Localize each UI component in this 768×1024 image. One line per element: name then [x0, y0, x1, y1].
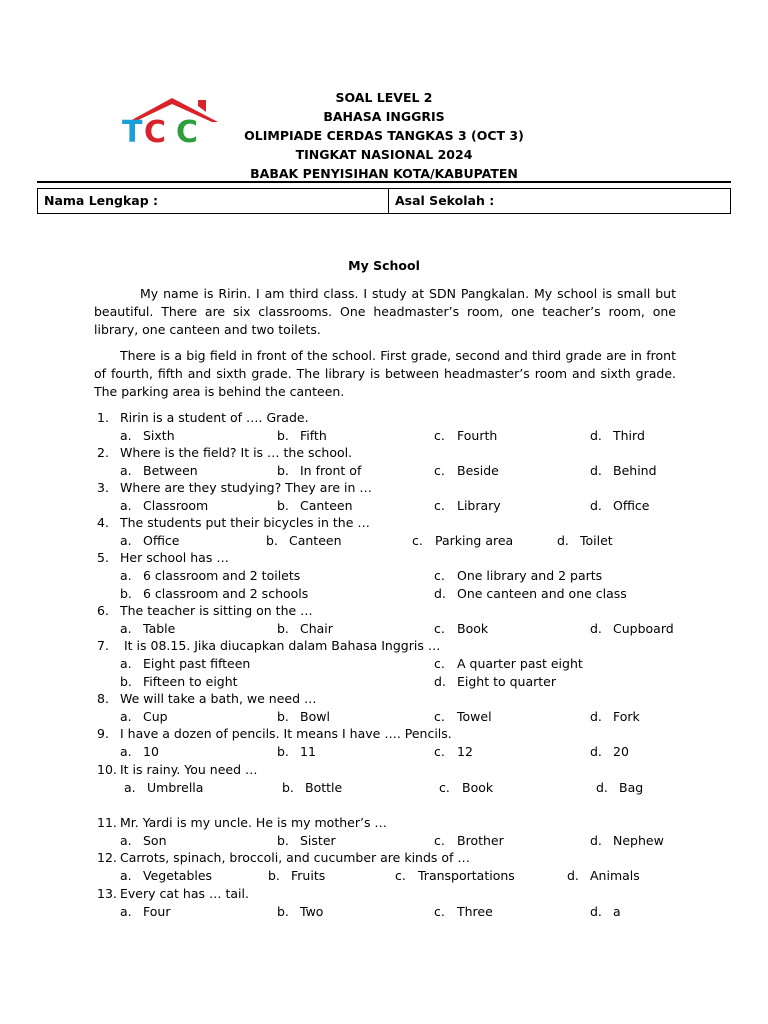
answer-option[interactable]	[434, 744, 473, 759]
answer-option[interactable]	[434, 568, 602, 583]
option-text: 12	[457, 744, 473, 759]
option-text: Eight past fifteen	[143, 656, 251, 671]
answer-option[interactable]	[590, 904, 621, 919]
option-letter: c.	[434, 656, 445, 671]
option-letter: c.	[395, 868, 406, 883]
answer-option[interactable]	[120, 904, 170, 919]
option-text: Chair	[300, 621, 333, 636]
option-letter: a.	[124, 780, 136, 795]
option-text: Eight to quarter	[457, 674, 557, 689]
option-text: Third	[613, 428, 645, 443]
option-letter: a.	[120, 621, 132, 636]
option-text: Behind	[613, 463, 657, 478]
logo-letter-c1: C	[144, 115, 167, 148]
answer-option[interactable]	[434, 498, 501, 513]
answer-option[interactable]	[124, 780, 203, 795]
question-number: 10.	[97, 762, 117, 777]
option-letter: c.	[412, 533, 423, 548]
option-text: Bag	[619, 780, 644, 795]
option-letter: a.	[120, 868, 132, 883]
answer-option[interactable]	[120, 533, 180, 548]
option-text: Book	[462, 780, 494, 795]
answer-option[interactable]	[120, 744, 159, 759]
question-number: 3.	[97, 480, 109, 495]
option-letter: b.	[120, 586, 132, 601]
option-letter: c.	[434, 833, 445, 848]
question-number: 8.	[97, 691, 109, 706]
question-12	[97, 850, 470, 865]
option-text: Transportations	[418, 868, 515, 883]
header-line-level-national: TINGKAT NASIONAL 2024	[295, 147, 473, 162]
answer-option[interactable]	[434, 586, 627, 601]
answer-option[interactable]	[434, 904, 493, 919]
option-text: Sister	[300, 833, 336, 848]
option-letter: d.	[596, 780, 608, 795]
option-letter: b.	[277, 621, 289, 636]
question-8	[97, 691, 317, 706]
answer-option[interactable]	[277, 904, 323, 919]
option-letter: a.	[120, 428, 132, 443]
option-letter: a.	[120, 463, 132, 478]
answer-option[interactable]	[120, 498, 208, 513]
question-number: 12.	[97, 850, 117, 865]
answer-option[interactable]	[268, 868, 325, 883]
question-text: Where are they studying? They are in …	[120, 480, 372, 495]
header-line-subject: BAHASA INGGRIS	[323, 109, 445, 124]
answer-option[interactable]	[120, 656, 250, 671]
answer-option[interactable]	[439, 780, 493, 795]
question-text: Where is the field? It is … the school.	[120, 445, 353, 460]
answer-option[interactable]	[277, 744, 316, 759]
option-text: 6 classroom and 2 toilets	[143, 568, 301, 583]
option-letter: b.	[268, 868, 280, 883]
option-letter: b.	[266, 533, 278, 548]
option-letter: d.	[590, 833, 602, 848]
question-text: Her school has …	[120, 550, 229, 565]
question-10	[97, 762, 258, 777]
option-letter: c.	[434, 904, 445, 919]
answer-option[interactable]	[120, 674, 238, 689]
option-text: Parking area	[435, 533, 514, 548]
answer-option[interactable]	[567, 868, 640, 883]
option-letter: d.	[590, 709, 602, 724]
option-letter: c.	[439, 780, 450, 795]
option-text: Cupboard	[613, 621, 674, 636]
option-text: Office	[613, 498, 650, 513]
option-text: Towel	[457, 709, 492, 724]
answer-option[interactable]	[266, 533, 342, 548]
option-letter: d.	[434, 586, 446, 601]
option-letter: a.	[120, 744, 132, 759]
question-6	[97, 603, 313, 618]
option-letter: c.	[434, 744, 445, 759]
question-text: The teacher is sitting on the …	[120, 603, 313, 618]
option-letter: d.	[590, 498, 602, 513]
question-number: 13.	[97, 886, 117, 901]
reading-paragraph: My name is Ririn. I am third class. I study at SDN Pangkalan. My school is small but beautiful. There are six classrooms. One headmaster’s room, one teacher’s room, one library, one canteen and two toilets.	[94, 286, 676, 337]
option-text: Nephew	[613, 833, 664, 848]
answer-option[interactable]	[120, 868, 212, 883]
option-letter: c.	[434, 568, 445, 583]
option-letter: d.	[590, 428, 602, 443]
answer-option[interactable]	[590, 463, 657, 478]
option-letter: b.	[277, 428, 289, 443]
option-text: a	[613, 904, 621, 919]
option-text: Beside	[457, 463, 499, 478]
question-4	[97, 515, 370, 530]
question-text: We will take a bath, we need …	[120, 691, 317, 706]
option-letter: b.	[120, 674, 132, 689]
answer-option[interactable]	[395, 868, 515, 883]
answer-option[interactable]	[590, 498, 650, 513]
question-number: 6.	[97, 603, 109, 618]
option-letter: b.	[277, 744, 289, 759]
option-letter: a.	[120, 904, 132, 919]
name-field[interactable]: Nama Lengkap :	[38, 189, 389, 213]
option-letter: a.	[120, 533, 132, 548]
option-letter: d.	[557, 533, 569, 548]
option-letter: b.	[277, 498, 289, 513]
question-number: 7.	[97, 638, 109, 653]
option-text: 6 classroom and 2 schools	[143, 586, 309, 601]
answer-option[interactable]	[434, 428, 497, 443]
question-9	[97, 726, 452, 741]
question-number: 9.	[97, 726, 109, 741]
option-letter: b.	[277, 833, 289, 848]
question-11	[97, 815, 387, 830]
answer-option[interactable]	[120, 428, 175, 443]
question-number: 2.	[97, 445, 109, 460]
option-text: Umbrella	[147, 780, 204, 795]
option-letter: d.	[567, 868, 579, 883]
option-text: A quarter past eight	[457, 656, 583, 671]
option-letter: c.	[434, 709, 445, 724]
option-text: Bowl	[300, 709, 330, 724]
option-letter: a.	[120, 709, 132, 724]
option-text: One library and 2 parts	[457, 568, 603, 583]
answer-option[interactable]	[120, 709, 168, 724]
option-letter: c.	[434, 498, 445, 513]
option-text: Fork	[613, 709, 640, 724]
option-text: Between	[143, 463, 198, 478]
question-3	[97, 480, 372, 495]
option-text: Book	[457, 621, 489, 636]
option-text: Three	[457, 904, 493, 919]
question-2	[97, 445, 352, 460]
option-letter: b.	[277, 709, 289, 724]
option-letter: c.	[434, 428, 445, 443]
answer-option[interactable]	[590, 621, 674, 636]
header-line-level: SOAL LEVEL 2	[335, 90, 433, 105]
option-letter: c.	[434, 621, 445, 636]
option-text: Canteen	[289, 533, 342, 548]
option-letter: d.	[590, 463, 602, 478]
option-text: Fourth	[457, 428, 498, 443]
answer-option[interactable]	[434, 621, 488, 636]
option-text: 10	[143, 744, 159, 759]
option-letter: d.	[590, 904, 602, 919]
question-text: Mr. Yardi is my uncle. He is my mother’s …	[120, 815, 387, 830]
answer-option[interactable]	[596, 780, 643, 795]
option-text: Two	[300, 904, 324, 919]
answer-option[interactable]	[277, 709, 330, 724]
answer-option[interactable]	[277, 621, 333, 636]
reading-title: My School	[348, 258, 420, 273]
option-text: Four	[143, 904, 171, 919]
option-text: Sixth	[143, 428, 175, 443]
option-text: Vegetables	[143, 868, 213, 883]
reading-paragraph: There is a big field in front of the school. First grade, second and third grade are in front of fourth, fifth and sixth grade. The library is between headmaster’s room and sixth grade. The parking area is behind the canteen.	[94, 348, 676, 399]
option-letter: a.	[120, 656, 132, 671]
question-text: It is 08.15. Jika diucapkan dalam Bahasa Inggris …	[120, 638, 441, 653]
option-text: In front of	[300, 463, 362, 478]
answer-option[interactable]	[277, 463, 361, 478]
header-divider	[37, 181, 731, 183]
answer-option[interactable]	[590, 428, 645, 443]
logo-letter-c2: C	[176, 115, 199, 148]
question-number: 5.	[97, 550, 109, 565]
option-text: 11	[300, 744, 316, 759]
option-letter: a.	[120, 568, 132, 583]
header-line-event: OLIMPIADE CERDAS TANGKAS 3 (OCT 3)	[244, 128, 524, 143]
option-letter: b.	[282, 780, 294, 795]
answer-option[interactable]	[590, 833, 664, 848]
option-text: Animals	[590, 868, 640, 883]
option-text: Canteen	[300, 498, 353, 513]
answer-option[interactable]	[120, 833, 167, 848]
option-letter: a.	[120, 833, 132, 848]
answer-option[interactable]	[120, 463, 198, 478]
option-letter: d.	[434, 674, 446, 689]
option-text: Brother	[457, 833, 504, 848]
identity-table	[37, 188, 731, 214]
answer-option[interactable]	[120, 586, 308, 601]
answer-option[interactable]	[120, 568, 300, 583]
option-text: Toilet	[580, 533, 613, 548]
question-text: The students put their bicycles in the …	[120, 515, 370, 530]
question-number: 11.	[97, 815, 117, 830]
answer-option[interactable]	[282, 780, 342, 795]
answer-option[interactable]	[277, 498, 353, 513]
option-text: Cup	[143, 709, 168, 724]
question-number: 1.	[97, 410, 109, 425]
answer-option[interactable]	[412, 533, 513, 548]
answer-option[interactable]	[277, 428, 327, 443]
question-13	[97, 886, 249, 901]
option-text: Fifteen to eight	[143, 674, 238, 689]
logo-letter-t: T	[122, 115, 143, 148]
question-7	[97, 638, 440, 653]
option-letter: b.	[277, 904, 289, 919]
school-field[interactable]: Asal Sekolah :	[395, 193, 495, 208]
header-line-round: BABAK PENYISIHAN KOTA/KABUPATEN	[250, 166, 518, 181]
question-1	[97, 410, 309, 425]
question-text: I have a dozen of pencils. It means I have …. Pencils.	[120, 726, 452, 741]
answer-option[interactable]	[277, 833, 336, 848]
option-text: Bottle	[305, 780, 343, 795]
question-text: Ririn is a student of …. Grade.	[120, 410, 309, 425]
question-number: 4.	[97, 515, 109, 530]
option-text: Office	[143, 533, 180, 548]
option-letter: c.	[434, 463, 445, 478]
option-text: Library	[457, 498, 501, 513]
question-text: It is rainy. You need …	[120, 762, 258, 777]
option-letter: d.	[590, 744, 602, 759]
option-text: Table	[143, 621, 176, 636]
option-letter: d.	[590, 621, 602, 636]
option-text: One canteen and one class	[457, 586, 627, 601]
answer-option[interactable]	[120, 621, 175, 636]
answer-option[interactable]	[434, 674, 556, 689]
tcc-logo	[120, 96, 226, 148]
answer-option[interactable]	[434, 709, 492, 724]
question-text: Carrots, spinach, broccoli, and cucumber are kinds of …	[120, 850, 470, 865]
answer-option[interactable]	[434, 463, 499, 478]
answer-option[interactable]	[434, 656, 583, 671]
option-letter: b.	[277, 463, 289, 478]
option-text: Fifth	[300, 428, 327, 443]
answer-option[interactable]	[557, 533, 613, 548]
answer-option[interactable]	[590, 709, 640, 724]
option-letter: a.	[120, 498, 132, 513]
answer-option[interactable]	[590, 744, 629, 759]
answer-option[interactable]	[434, 833, 504, 848]
option-text: 20	[613, 744, 629, 759]
option-text: Fruits	[291, 868, 326, 883]
option-text: Son	[143, 833, 167, 848]
document-header	[234, 88, 534, 183]
question-5	[97, 550, 229, 565]
question-text: Every cat has … tail.	[120, 886, 249, 901]
option-text: Classroom	[143, 498, 209, 513]
